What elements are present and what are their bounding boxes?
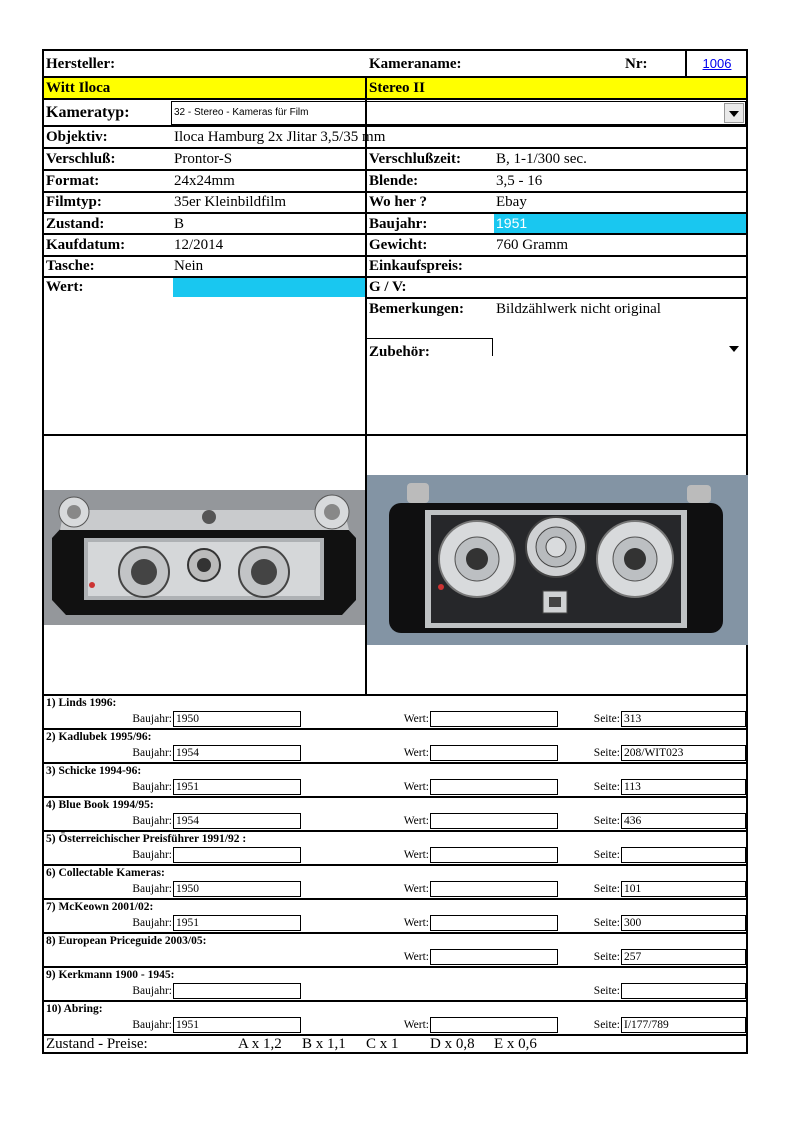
ref-wert-label: Wert: [403,917,429,929]
baujahr-highlight [494,214,746,233]
ref-seite-field[interactable]: 208/WIT023 [621,745,746,761]
ref-baujahr-label: Baujahr: [132,781,172,793]
chevron-down-icon[interactable] [725,339,745,359]
ref-wert-field[interactable] [430,915,558,931]
hersteller-value: Witt Iloca [46,80,111,96]
nr-link[interactable]: 1006 [702,56,732,71]
ref-seite-label: Seite: [593,883,620,895]
ref-wert-label: Wert: [403,849,429,861]
ref-wert-field[interactable] [430,881,558,897]
reference-title: 1) Linds 1996: [46,697,117,709]
ref-wert-field[interactable] [430,745,558,761]
tasche-label: Tasche: [46,258,95,274]
ref-baujahr-label: Baujahr: [132,815,172,827]
ref-wert-field[interactable] [430,813,558,829]
reference-divider [44,932,746,934]
reference-title: 7) McKeown 2001/02: [46,901,154,913]
wo-her-value: Ebay [496,194,527,210]
reference-divider [44,898,746,900]
reference-divider [44,830,746,832]
ref-wert-label: Wert: [403,815,429,827]
ref-wert-label: Wert: [403,1019,429,1031]
camera-front-view-photo [367,475,748,645]
ref-seite-label: Seite: [593,747,620,759]
kaufdatum-label: Kaufdatum: [46,237,126,253]
einkaufspreis-label: Einkaufspreis: [369,258,463,274]
ref-seite-label: Seite: [593,951,620,963]
filmtyp-label: Filmtyp: [46,194,102,210]
bemerkungen-value: Bildzählwerk nicht original [496,301,661,317]
ref-seite-field[interactable] [621,983,746,999]
ref-baujahr-label: Baujahr: [132,713,172,725]
camera-record-sheet [42,49,748,1054]
ref-baujahr-field[interactable]: 1954 [173,813,301,829]
ref-wert-label: Wert: [403,713,429,725]
reference-divider [44,966,746,968]
camera-top-view-photo [44,490,365,625]
ref-baujahr-field[interactable]: 1951 [173,1017,301,1033]
reference-title: 9) Kerkmann 1900 - 1945: [46,969,175,981]
ref-wert-field[interactable] [430,711,558,727]
gv-label: G / V: [369,279,407,295]
ref-wert-field[interactable] [430,1017,558,1033]
ref-seite-field[interactable] [621,847,746,863]
nr-label: Nr: [625,56,648,72]
wert-label: Wert: [46,279,84,295]
gewicht-value: 760 Gramm [496,237,569,253]
ref-baujahr-field[interactable]: 1950 [173,881,301,897]
reference-title: 8) European Priceguide 2003/05: [46,935,207,947]
verschlusszeit-label: Verschlußzeit: [369,151,461,167]
baujahr-value: 1951 [496,215,528,231]
ref-seite-label: Seite: [593,781,620,793]
blende-label: Blende: [369,173,419,189]
factor-e: E x 0,6 [494,1036,537,1052]
kameraname-value: Stereo II [369,80,425,96]
ref-seite-field[interactable]: 436 [621,813,746,829]
ref-seite-field[interactable]: 313 [621,711,746,727]
ref-seite-label: Seite: [593,985,620,997]
verschluss-label: Verschluß: [46,151,116,167]
ref-baujahr-label: Baujahr: [132,849,172,861]
ref-baujahr-field[interactable]: 1951 [173,915,301,931]
bemerkungen-label: Bemerkungen: [369,301,464,317]
reference-title: 4) Blue Book 1994/95: [46,799,154,811]
reference-divider [44,762,746,764]
objektiv-label: Objektiv: [46,129,108,145]
ref-seite-field[interactable]: 257 [621,949,746,965]
ref-wert-field[interactable] [430,847,558,863]
ref-baujahr-label: Baujahr: [132,917,172,929]
ref-wert-label: Wert: [403,781,429,793]
kameraname-label: Kameraname: [369,56,462,72]
factor-c: C x 1 [366,1036,399,1052]
verschluss-value: Prontor-S [174,151,233,167]
ref-seite-label: Seite: [593,849,620,861]
hersteller-label: Hersteller: [46,56,116,72]
kameratyp-value: 32 - Stereo - Kameras für Film [174,107,309,118]
kameratyp-label: Kameratyp: [46,104,130,121]
gewicht-label: Gewicht: [369,237,428,253]
ref-baujahr-field[interactable]: 1951 [173,779,301,795]
format-label: Format: [46,173,100,189]
ref-seite-label: Seite: [593,713,620,725]
zustand-preise-label: Zustand - Preise: [46,1036,148,1052]
ref-wert-field[interactable] [430,779,558,795]
format-value: 24x24mm [174,173,235,189]
kaufdatum-value: 12/2014 [174,237,224,253]
ref-baujahr-label: Baujahr: [132,985,172,997]
reference-title: 2) Kadlubek 1995/96: [46,731,152,743]
ref-seite-label: Seite: [593,1019,620,1031]
reference-title: 3) Schicke 1994-96: [46,765,142,777]
reference-title: 10) Abring: [46,1003,103,1015]
ref-baujahr-label: Baujahr: [132,883,172,895]
reference-divider [44,1000,746,1002]
zustand-label: Zustand: [46,216,105,232]
verschlusszeit-value: B, 1-1/300 sec. [496,151,587,167]
reference-divider [44,728,746,730]
ref-baujahr-label: Baujahr: [132,747,172,759]
ref-seite-field[interactable]: 300 [621,915,746,931]
zustand-value: B [174,216,185,232]
reference-title: 6) Collectable Kameras: [46,867,165,879]
ref-baujahr-field[interactable] [173,847,301,863]
zubehoer-select[interactable] [493,338,746,358]
factor-a: A x 1,2 [238,1036,282,1052]
ref-wert-label: Wert: [403,951,429,963]
wo-her-label: Wo her ? [369,194,428,210]
ref-baujahr-field[interactable]: 1954 [173,745,301,761]
filmtyp-value: 35er Kleinbildfilm [174,194,287,210]
objektiv-value: Iloca Hamburg 2x Jlitar 3,5/35 mm [174,129,386,145]
chevron-down-icon[interactable] [724,103,744,123]
ref-seite-field[interactable]: I/177/789 [621,1017,746,1033]
ref-wert-field[interactable] [430,949,558,965]
ref-seite-label: Seite: [593,815,620,827]
ref-wert-label: Wert: [403,747,429,759]
zubehoer-label: Zubehör: [369,344,430,360]
ref-seite-field[interactable]: 113 [621,779,746,795]
ref-wert-label: Wert: [403,883,429,895]
reference-title: 5) Österreichischer Preisführer 1991/92 : [46,833,247,845]
ref-seite-label: Seite: [593,917,620,929]
ref-baujahr-field[interactable]: 1950 [173,711,301,727]
tasche-value: Nein [174,258,204,274]
factor-b: B x 1,1 [302,1036,346,1052]
ref-baujahr-label: Baujahr: [132,1019,172,1031]
kameratyp-select[interactable] [171,101,746,125]
reference-divider [44,864,746,866]
baujahr-label: Baujahr: [369,216,428,232]
ref-seite-field[interactable]: 101 [621,881,746,897]
wert-input[interactable] [173,278,365,297]
ref-baujahr-field[interactable] [173,983,301,999]
blende-value: 3,5 - 16 [496,173,543,189]
factor-d: D x 0,8 [430,1036,475,1052]
reference-divider [44,796,746,798]
